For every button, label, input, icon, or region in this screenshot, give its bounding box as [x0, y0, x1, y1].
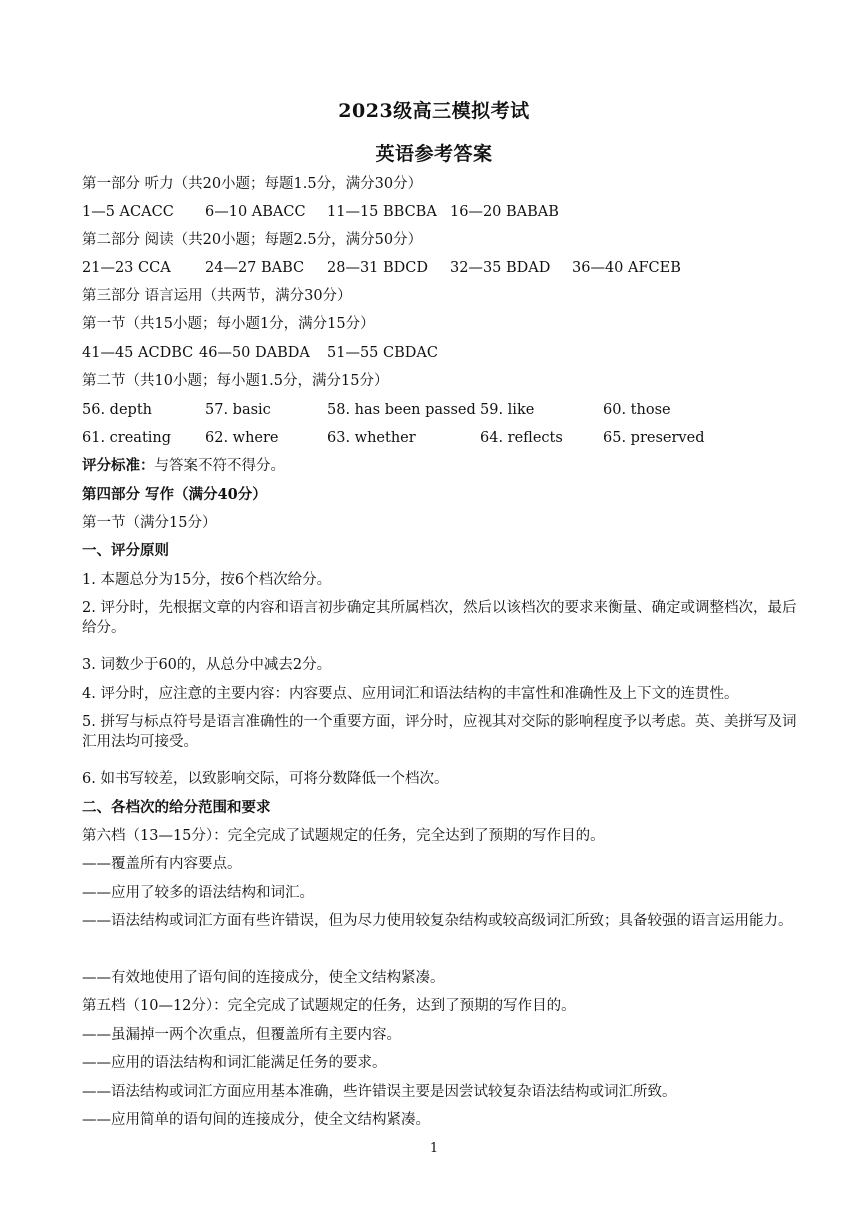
- fill-answer: 57. basic: [205, 402, 271, 418]
- part1-answers: [82, 202, 798, 222]
- part3-section1-header: 第一节（共15小题；每小题1分，满分15分）: [82, 316, 375, 332]
- part1-header: 第一部分 听力（共20小题；每题1.5分，满分30分）: [82, 176, 423, 192]
- level6-header: 第六档（13—15分）：完全完成了试题规定的任务，完全达到了预期的写作目的。: [82, 828, 605, 844]
- level5-item: ——语法结构或词汇方面应用基本准确，些许错误主要是因尝试较复杂语法结构或词汇所致。: [82, 1084, 677, 1100]
- level5-item: ——应用简单的语句间的连接成分，使全文结构紧凑。: [82, 1112, 430, 1128]
- part2-answers: [82, 258, 798, 278]
- answer-group: 36—40 AFCEB: [572, 260, 681, 276]
- answer-group: 11—15 BBCBA: [327, 204, 437, 220]
- page-number: 1: [429, 1141, 439, 1156]
- part4-section1-header: 第一节（满分15分）: [82, 515, 217, 531]
- part4-header: 第四部分 写作（满分40分）: [82, 486, 267, 503]
- level6-item: ——覆盖所有内容要点。: [82, 856, 242, 872]
- principle-item: 3. 词数少于60的，从总分中减去2分。: [82, 657, 332, 673]
- level6-item: ——应用了较多的语法结构和词汇。: [82, 885, 314, 901]
- answer-group: 46—50 DABDA: [199, 345, 310, 361]
- level6-item: ——有效地使用了语句间的连接成分，使全文结构紧凑。: [82, 970, 445, 986]
- answer-group: 16—20 BABAB: [450, 204, 559, 220]
- fill-answer: 65. preserved: [603, 430, 705, 446]
- part3-section2-row2: [82, 428, 798, 448]
- answer-group: 21—23 CCA: [82, 260, 171, 276]
- level5-item: ——虽漏掉一两个次重点，但覆盖所有主要内容。: [82, 1027, 401, 1043]
- principle-item: 6. 如书写较差，以致影响交际，可将分数降低一个档次。: [82, 771, 449, 787]
- answer-group: 41—45 ACDBC: [82, 345, 194, 361]
- answer-group: 6—10 ABACC: [205, 204, 306, 220]
- principles-header: 一、评分原则: [82, 542, 169, 559]
- level5-item: ——应用的语法结构和词汇能满足任务的要求。: [82, 1055, 387, 1071]
- principle-item: 4. 评分时，应注意的主要内容：内容要点、应用词汇和语法结构的丰富性和准确性及上下文的连贯性。: [82, 686, 739, 702]
- fill-answer: 58. has been passed: [327, 402, 476, 418]
- criteria-text: 与答案不符不得分。: [154, 458, 285, 474]
- principle-item: 2. 评分时，先根据文章的内容和语言初步确定其所属档次，然后以该档次的要求来衡量、确定或调整档次，最后给分。: [82, 600, 797, 636]
- answer-group: 32—35 BDAD: [450, 260, 551, 276]
- principle-item: 5. 拼写与标点符号是语言准确性的一个重要方面，评分时，应视其对交际的影响程度予以考虑。英、美拼写及词汇用法均可接受。: [82, 714, 797, 750]
- fill-answer: 59. like: [480, 402, 535, 418]
- principle-item: 1. 本题总分为15分，按6个档次给分。: [82, 572, 332, 588]
- level6-item: ——语法结构或词汇方面有些许错误，但为尽力使用较复杂结构或较高级词汇所致；具备较强的语言运用能力。: [82, 913, 793, 929]
- fill-answer: 64. reflects: [480, 430, 563, 446]
- part2-header: 第二部分 阅读（共20小题；每题2.5分，满分50分）: [82, 232, 423, 248]
- part3-section2-header: 第二节（共10小题；每小题1.5分，满分15分）: [82, 373, 389, 389]
- criteria-line: [82, 456, 798, 476]
- answer-group: 28—31 BDCD: [327, 260, 429, 276]
- part3-header: 第三部分 语言运用（共两节，满分30分）: [82, 288, 352, 304]
- answer-group: 51—55 CBDAC: [327, 345, 438, 361]
- fill-answer: 56. depth: [82, 402, 152, 418]
- fill-answer: 62. where: [205, 430, 279, 446]
- answer-group: 1—5 ACACC: [82, 204, 174, 220]
- criteria-label: 评分标准：: [82, 457, 155, 474]
- fill-answer: 61. creating: [82, 430, 172, 446]
- document-title: 2023级高三模拟考试: [338, 100, 530, 122]
- fill-answer: 60. those: [603, 402, 671, 418]
- answer-group: 24—27 BABC: [205, 260, 305, 276]
- level5-header: 第五档（10—12分）：完全完成了试题规定的任务，达到了预期的写作目的。: [82, 998, 576, 1014]
- document-subtitle: 英语参考答案: [375, 143, 493, 165]
- levels-header: 二、各档次的给分范围和要求: [82, 799, 271, 816]
- fill-answer: 63. whether: [327, 430, 416, 446]
- part3-section2-row1: [82, 400, 798, 420]
- part3-section1-answers: [82, 343, 798, 363]
